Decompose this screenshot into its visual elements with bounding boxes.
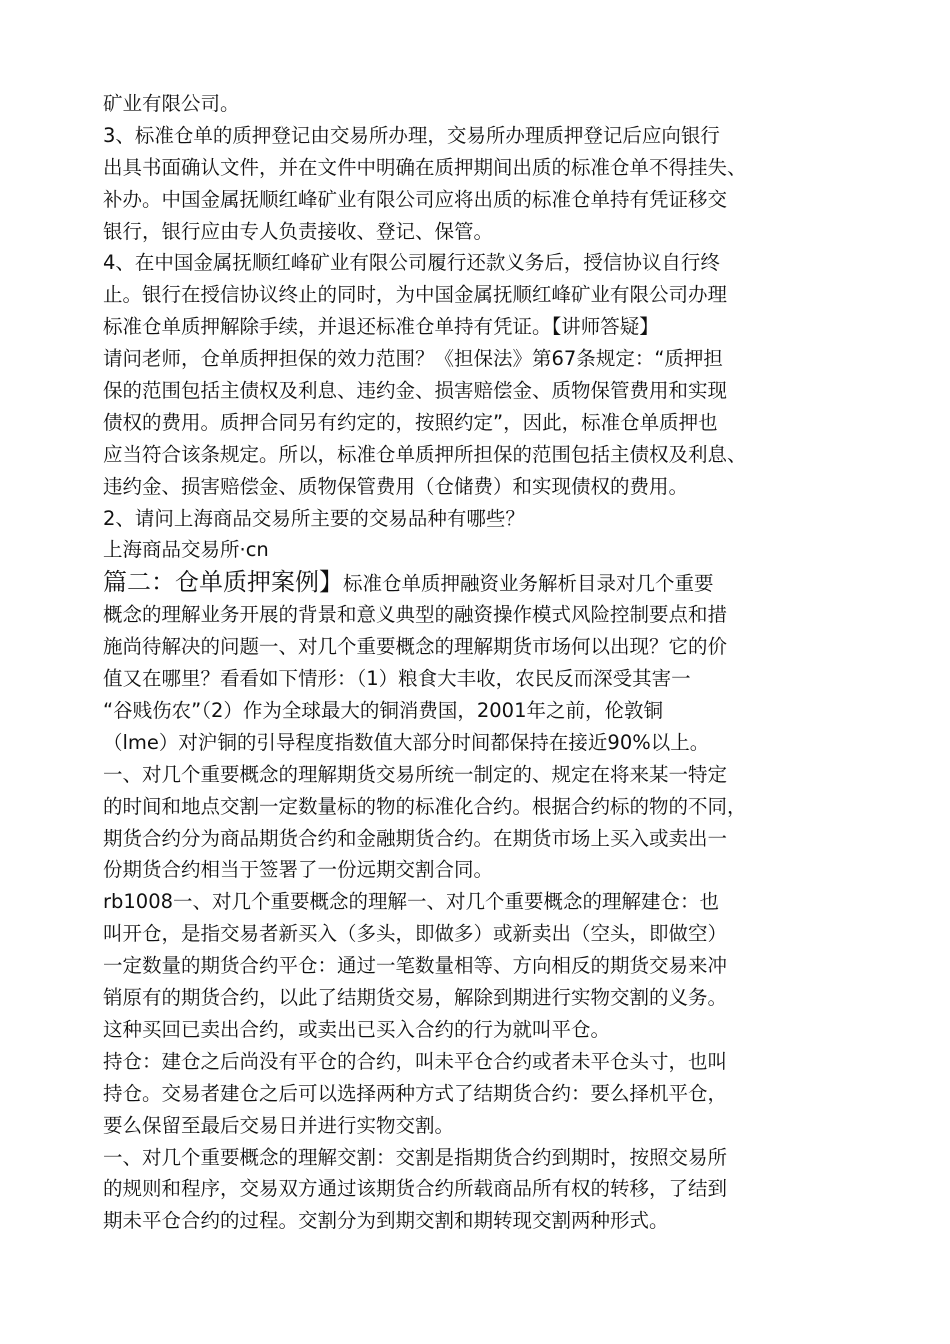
text-line: 的时间和地点交割一定数量标的物的标准化合约。根据合约标的物的不同， (103, 794, 747, 818)
document-body (103, 88, 873, 1237)
text-line: 要么保留至最后交易日并进行实物交割。 (103, 1113, 455, 1137)
text-line: 银行，银行应由专人负责接收、登记、保管。 (103, 219, 494, 243)
text-line: 施尚待解决的问题一、对几个重要概念的理解期货市场何以出现？它的价 (103, 635, 728, 659)
text-line: 应当符合该条规定。所以，标准仓单质押所担保的范围包括主债权及利息、 (103, 442, 747, 466)
text-line: 保的范围包括主债权及利息、违约金、损害赔偿金、质物保管费用和实现 (103, 379, 728, 403)
text-line: 出具书面确认文件，并在文件中明确在质押期间出质的标准仓单不得挂失、 (103, 155, 747, 179)
section-heading: 篇二：仓单质押案例】 (103, 568, 343, 597)
text-line: 这种买回已卖出合约，或卖出已买入合约的行为就叫平仓。 (103, 1017, 611, 1041)
text-line: 违约金、损害赔偿金、质物保管费用（仓储费）和实现债权的费用。 (103, 474, 689, 498)
text-line: 4、在中国金属抚顺红峰矿业有限公司履行还款义务后，授信协议自行终 (103, 251, 720, 275)
text-line: 持仓：建仓之后尚没有平仓的合约，叫未平仓合约或者未平仓头寸，也叫 (103, 1049, 728, 1073)
text-line: 销原有的期货合约，以此了结期货交易，解除到期进行实物交割的义务。 (103, 986, 728, 1010)
text-line: 期货合约分为商品期货合约和金融期货合约。在期货市场上买入或卖出一 (103, 826, 728, 850)
text-line: 债权的费用。质押合同另有约定的，按照约定”，因此，标准仓单质押也 (103, 410, 718, 434)
text-line: 一、对几个重要概念的理解期货交易所统一制定的、规定在将来某一特定 (103, 762, 728, 786)
text-line: 标准仓单质押解除手续，并退还标准仓单持有凭证。【讲师答疑】 (103, 315, 659, 339)
text-line: 请问老师，仓单质押担保的效力范围？《担保法》第67条规定：“质押担 (103, 347, 723, 371)
text-line: 概念的理解业务开展的背景和意义典型的融资操作模式风险控制要点和措 (103, 603, 728, 627)
text-line: 止。银行在授信协议终止的同时，为中国金属抚顺红峰矿业有限公司办理 (103, 283, 728, 307)
text-line: 一定数量的期货合约平仓：通过一笔数量相等、方向相反的期货交易来冲 (103, 954, 728, 978)
text-line: 期未平仓合约的过程。交割分为到期交割和期转现交割两种形式。 (103, 1209, 669, 1233)
text-line: 上海商品交易所·cn (103, 538, 269, 562)
text-line: rb1008一、对几个重要概念的理解一、对几个重要概念的理解建仓：也 (103, 890, 720, 914)
text-line: 矿业有限公司。 (103, 92, 240, 115)
text-line: 一、对几个重要概念的理解交割：交割是指期货合约到期时，按照交易所 (103, 1145, 728, 1169)
text-line: 份期货合约相当于签署了一份远期交割合同。 (103, 858, 494, 882)
text-line: 的规则和程序，交易双方通过该期货合约所载商品所有权的转移，了结到 (103, 1177, 728, 1201)
section-heading-line (103, 566, 873, 599)
text-line: 3、标准仓单的质押登记由交易所办理，交易所办理质押登记后应向银行 (103, 123, 720, 147)
section-heading-continuation: 标准仓单质押融资业务解析目录对几个重要 (343, 572, 714, 596)
text-line: 值又在哪里？看看如下情形：（1）粮食大丰收，农民反而深受其害一 (103, 667, 691, 691)
text-line: 补办。中国金属抚顺红峰矿业有限公司应将出质的标准仓单持有凭证移交 (103, 187, 728, 211)
text-line: 叫开仓，是指交易者新买入（多头，即做多）或新卖出（空头，即做空） (103, 922, 728, 946)
text-line: 2、请问上海商品交易所主要的交易品种有哪些？ (103, 506, 525, 530)
text-line: （lme）对沪铜的引导程度指数值大部分时间都保持在接近90%以上。 (103, 730, 710, 754)
text-line: “谷贱伤农”（2）作为全球最大的铜消费国，2001年之前，伦敦铜 (103, 699, 663, 723)
text-line: 持仓。交易者建仓之后可以选择两种方式了结期货合约：要么择机平仓， (103, 1081, 728, 1105)
